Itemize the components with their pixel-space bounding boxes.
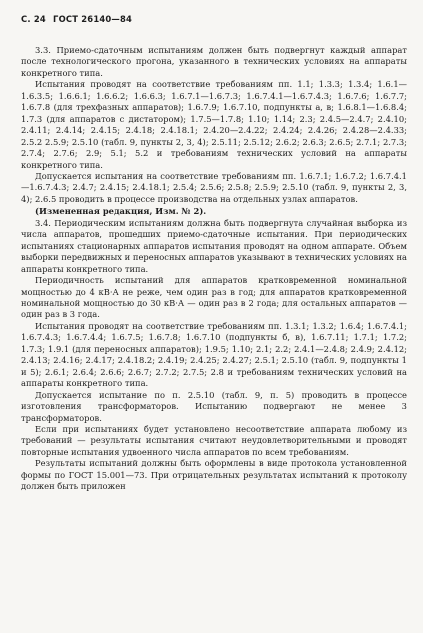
paragraph-allowed-tests: Допускается испытания на соответствие требованиям пп. 1.6.7.1; 1.6.7.2; 1.6.7.4.1—1.6.7.4.3; 2.4.7; 2.4.15; 2.4.18.1; 2.5.4; 2.5.6; 2.5.8; 2.5.9; 2.5.10 (табл. 9, пункты 2, 3, 4); 2.6.5 проводить в процессе производства на отдельных узлах аппаратов.	[21, 170, 407, 204]
amendment-note: (Измененная редакция, Изм. № 2).	[35, 206, 207, 217]
paragraph-3-3: 3.3. Приемо-сдаточным испытаниям должен быть подвергнут каждый аппарат после технологического прогона, указанного в технических условиях на аппараты конкретного типа.	[21, 45, 407, 78]
page-header	[21, 14, 407, 24]
paragraph-transformer-tests: Допускается испытание по п. 2.5.10 (табл. 9, п. 5) проводить в процессе изготовления трансформаторов. Испытанию подвергают не менее 3 трансформаторов.	[21, 389, 407, 423]
page-number: С. 24	[21, 14, 46, 24]
standard-id: ГОСТ 26140—84	[53, 14, 133, 24]
paragraph-periodic-tests: Испытания проводят на соответствие требованиям пп. 1.3.1; 1.3.2; 1.6.4; 1.6.7.4.1; 1.6.7.4.3; 1.6.7.4.4; 1.6.7.5; 1.6.7.8; 1.6.7.10 (подпункты б, в), 1.6.7.11; 1.7.1; 1.7.2; 1.7.3; 1.9.1 (для переносных аппаратов); 1.9.5; 1.10; 2.1; 2.2; 2.4.1—2.4.8; 2.4.9; 2.4.12; 2.4.13; 2.4.16; 2.4.17; 2.4.18.2; 2.4.19; 2.4.25; 2.4.27; 2.5.1; 2.5.10 (табл. 9, подпункты 1 и 5); 2.6.1; 2.6.4; 2.6.6; 2.6.7; 2.7.2; 2.7.5; 2.8 и требованиям технических условий на аппараты конкретного типа.	[21, 320, 407, 389]
paragraph-acceptance-tests: Испытания проводят на соответствие требованиям пп. 1.1; 1.3.3; 1.3.4; 1.6.1—1.6.3.5; 1.6.6.1; 1.6.6.2; 1.6.6.3; 1.6.7.1—1.6.7.3; 1.6.7.4.1—1.6.7.4.3; 1.6.7.6; 1.6.7.7; 1.6.7.8 (для трехфазных аппаратов); 1.6.7.9; 1.6.7.10, подпункты а, в; 1.6.8.1—1.6.8.4; 1.7.3 (для аппаратов с дистатором); 1.7.5—1.7.8; 1.10; 1.14; 2.3; 2.4.5—2.4.7; 2.4.10; 2.4.11; 2.4.14; 2.4.15; 2.4.18; 2.4.18.1; 2.4.20—2.4.22; 2.4.24; 2.4.26; 2.4.28—2.4.33; 2.5.2 2.5.9; 2.5.10 (табл. 9, пункты 2, 3, 4); 2.5.11; 2.5.12; 2.6.2; 2.6.3; 2.6.5; 2.7.1; 2.7.3; 2.7.4; 2.7.6; 2.9; 5.1; 5.2 и требованиям технических условий на аппараты конкретного типа.	[21, 79, 407, 170]
body-text	[21, 45, 407, 493]
paragraph-results-protocol: Результаты испытаний должны быть оформлены в виде протокола установленной формы по ГОСТ 15.001—73. При отрицательных результатах испытаний к протоколу должен быть приложен	[21, 458, 407, 492]
paragraph-periodicity: Периодичность испытаний для аппаратов кратковременной номинальной мощностью до 4 кВ·А не реже, чем один раз в год; для аппаратов кратковременной номинальной мощностью до 30 кВ·А — один раз в 2 года; для остальных аппаратов — один раз в 3 года.	[21, 275, 407, 320]
paragraph-repeat-tests: Если при испытаниях будет установлено несоответствие аппарата любому из требований — результаты испытания считают неудовлетворительными и проводят повторные испытания удвоенного числа аппаратов по всем требованиям.	[21, 423, 407, 457]
paragraph-3-4: 3.4. Периодическим испытаниям должна быть подвергнута случайная выборка из числа аппаратов, прошедших приемо-сдаточные испытания. При периодических испытаниях стационарных аппаратов испытания проводят на одном аппарате. Объем выборки передвижных и переносных аппаратов указывают в технических условиях на аппараты конкретного типа.	[21, 217, 407, 274]
